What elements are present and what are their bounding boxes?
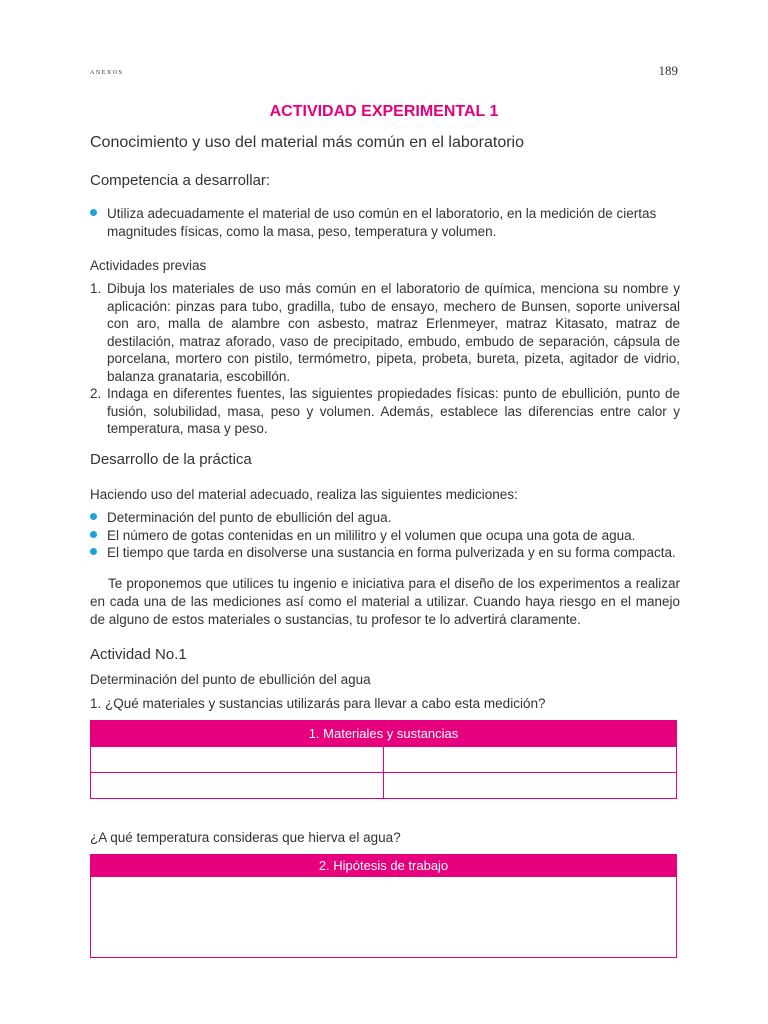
item-number: 2. [90, 386, 102, 401]
competencia-item [90, 205, 680, 240]
materiales-table-header: 1. Materiales y sustancias [91, 721, 676, 746]
instructions-paragraph: Te proponemos que utilices tu ingenio e iniciativa para el diseño de los experimentos a realizar en cada una de las mediciones así como el material a utilizar. Cuando haya riesgo en el manejo de alguno de estos materiales o sustancias, tu profesor te lo advertirá claramente. [90, 576, 680, 627]
activity-title: ACTIVIDAD EXPERIMENTAL 1 [269, 103, 499, 120]
previas-item [90, 385, 680, 438]
desarrollo-item-text: El tiempo que tarda en disolverse una sustancia en forma pulverizada y en su forma compacta. [107, 545, 676, 560]
actividad1-subheading: Determinación del punto de ebullición del agua [90, 672, 371, 687]
table-cell-input[interactable] [383, 747, 676, 772]
desarrollo-item [90, 509, 690, 527]
table-row [91, 746, 676, 772]
page-number: 189 [658, 63, 678, 78]
competencia-heading: Competencia a desarrollar: [90, 172, 271, 189]
materiales-table [90, 720, 677, 799]
item-number: 1. [90, 281, 102, 296]
running-header-section: anexos [90, 66, 124, 76]
table-cell-input[interactable] [91, 747, 383, 772]
hipotesis-table-header: 2. Hipótesis de trabajo [91, 855, 676, 877]
table-cell-input[interactable] [91, 773, 383, 798]
table-cell-input[interactable] [383, 773, 676, 798]
desarrollo-item-text: El número de gotas contenidas en un mililitro y el volumen que ocupa una gota de agua. [107, 527, 636, 543]
previas-item-text: Dibuja los materiales de uso más común en el laboratorio de química, menciona su nombre y aplicación: pinzas para tubo, gradilla, tubo de ensayo, mechero de Bunsen, soporte universal con aro, malla de alambre con asbesto, matraz Erlenmeyer, matraz Kitasato, matraz de destilación, matraz aforado, vaso de precipitado, embudo, embudo de separación, cápsula de porcelana, mortero con pistilo, termómetro, pipeta, probeta, bureta, pizeta, agitador de vidrio, balanza granataria, escobillón. [107, 281, 680, 384]
desarrollo-item [90, 527, 690, 545]
bullet-icon [90, 513, 97, 520]
desarrollo-list [90, 509, 690, 562]
table-row [91, 772, 676, 798]
previas-item [90, 280, 680, 385]
previas-heading: Actividades previas [90, 258, 207, 273]
competencia-item-text: Utiliza adecuadamente el material de uso común en el laboratorio, en la medición de ciertas magnitudes físicas, como la masa, peso, temperatura y volumen. [107, 206, 657, 239]
bullet-icon [90, 548, 97, 555]
bullet-icon [90, 531, 97, 538]
actividad1-heading: Actividad No.1 [90, 646, 187, 663]
desarrollo-item-text: Determinación del punto de ebullición del agua. [107, 510, 392, 525]
hipotesis-table [90, 854, 677, 958]
desarrollo-item [90, 544, 690, 562]
hipotesis-answer-area[interactable] [91, 877, 676, 957]
question-2: ¿A qué temperatura consideras que hierva el agua? [90, 830, 401, 845]
competencia-list [90, 205, 680, 240]
desarrollo-intro: Haciendo uso del material adecuado, realiza las siguientes mediciones: [90, 487, 518, 502]
previas-list [90, 280, 680, 438]
bullet-icon [90, 209, 97, 216]
activity-subtitle: Conocimiento y uso del material más común en el laboratorio [90, 134, 524, 151]
desarrollo-heading: Desarrollo de la práctica [90, 451, 252, 468]
question-1: 1. ¿Qué materiales y sustancias utilizarás para llevar a cabo esta medición? [90, 696, 546, 711]
previas-item-text: Indaga en diferentes fuentes, las siguientes propiedades físicas: punto de ebullición, punto de fusión, solubilidad, masa, peso y volumen. Además, establece las diferencias entre calor y temperatura, masa y peso. [107, 386, 680, 436]
